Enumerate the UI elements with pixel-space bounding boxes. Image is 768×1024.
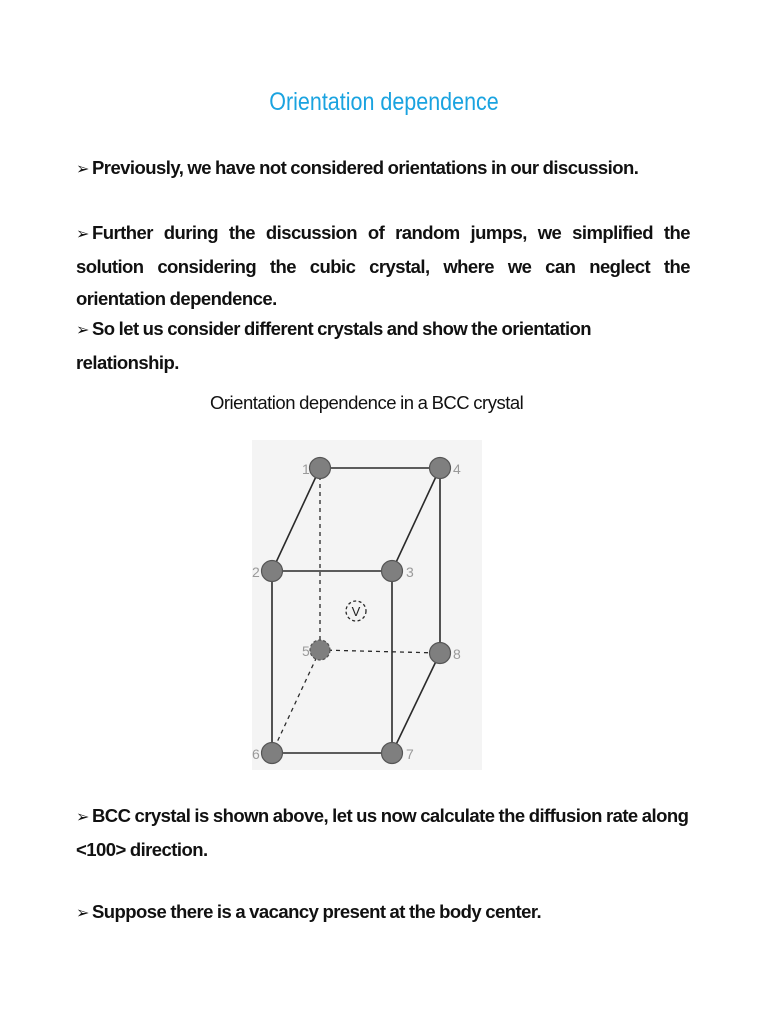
atom-2 [262, 561, 283, 582]
paragraph-text: BCC crystal is shown above, let us now calculate the diffusion rate along <100> direction. [76, 805, 689, 860]
bcc-crystal-svg [252, 440, 482, 770]
atom-label-5: 5 [302, 643, 310, 659]
bullet-arrow-icon: ➢ [76, 809, 89, 826]
atom-label-1: 1 [302, 461, 310, 477]
atom-label-6: 6 [252, 746, 260, 762]
slide-title: Orientation dependence [269, 88, 499, 116]
bullet-arrow-icon: ➢ [76, 226, 89, 243]
atom-3 [382, 561, 403, 582]
atom-8 [430, 643, 451, 664]
bcc-crystal-diagram [252, 440, 482, 770]
atom-5 [310, 640, 330, 660]
bullet-arrow-icon: ➢ [76, 322, 89, 339]
paragraph-previously [76, 152, 690, 186]
bullet-arrow-icon: ➢ [76, 161, 89, 178]
atom-label-8: 8 [453, 646, 461, 662]
paragraph-vacancy [76, 896, 690, 930]
paragraph-random-jumps [76, 217, 690, 315]
atom-4 [430, 458, 451, 479]
figure-caption: Orientation dependence in a BCC crystal [210, 392, 524, 413]
atom-label-2: 2 [252, 564, 260, 580]
atom-label-7: 7 [406, 746, 414, 762]
paragraph-bcc-shown [76, 800, 690, 866]
paragraph-text: Suppose there is a vacancy present at the body center. [92, 901, 542, 922]
paragraph-text: Further during the discussion of random jumps, we simplified the solution considering the cubic crystal, where we can neglect the orientation dependence. [76, 222, 690, 309]
vacancy-label: V [351, 604, 361, 619]
atom-label-4: 4 [453, 461, 461, 477]
paragraph-text: Previously, we have not considered orientations in our discussion. [92, 157, 639, 178]
bullet-arrow-icon: ➢ [76, 905, 89, 922]
atom-1 [310, 458, 331, 479]
atom-label-3: 3 [406, 564, 414, 580]
atom-7 [382, 743, 403, 764]
diagram-background [252, 440, 482, 770]
atom-6 [262, 743, 283, 764]
paragraph-consider-crystals [76, 313, 690, 379]
paragraph-text: So let us consider different crystals and show the orientation relationship. [76, 318, 592, 373]
